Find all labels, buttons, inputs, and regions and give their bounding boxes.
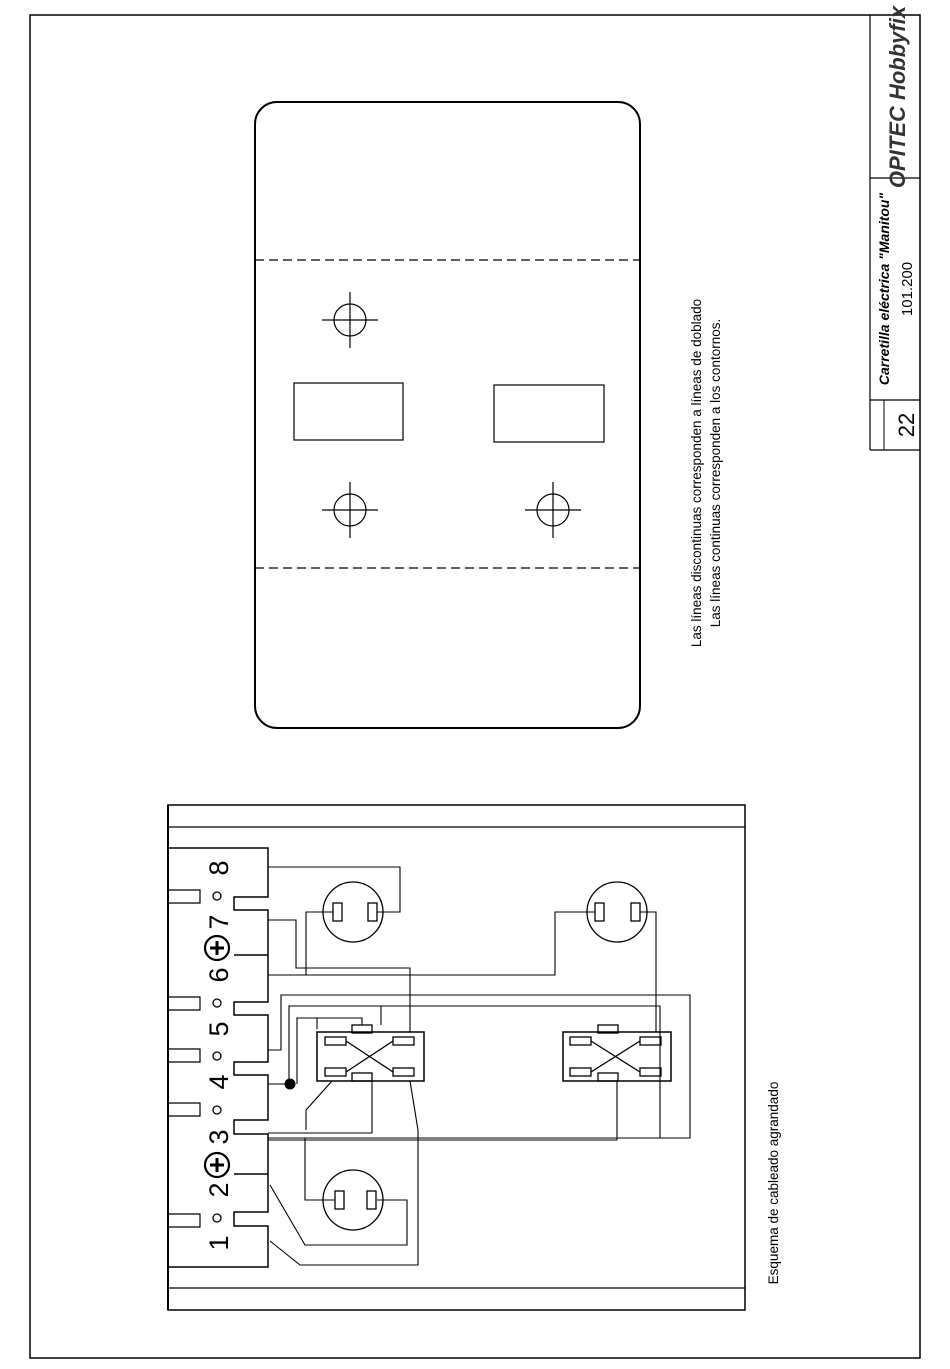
terminal-label-2: 2 (204, 1182, 234, 1198)
terminal-label-3: 3 (204, 1129, 234, 1145)
terminal-label-1: 1 (204, 1235, 234, 1251)
terminal-strip (168, 848, 268, 1267)
terminal-label-5: 5 (204, 1021, 234, 1037)
cutout-left (294, 383, 403, 440)
note-solid-lines: Las líneas continuas corresponden a los contornos. (708, 318, 723, 628)
drill-hole-2 (322, 482, 378, 538)
terminal-label-8: 8 (204, 860, 234, 876)
switch-right (563, 1025, 671, 1081)
fold-template (255, 102, 640, 728)
wiring-caption: Esquema de cableado agrandado (766, 1081, 781, 1285)
note-dashed-lines: Las líneas discontinuas corresponden a líneas de doblado (689, 298, 704, 648)
terminal-numbers (204, 860, 234, 1250)
title-block (870, 5, 920, 450)
switch-left (317, 1025, 424, 1081)
template-outline (255, 102, 640, 728)
wiring-diagram (168, 805, 745, 1310)
bulb-top-right (587, 882, 647, 942)
wiring-board (168, 805, 745, 1310)
wires (268, 867, 690, 1265)
product-code: 101.200 (899, 261, 916, 317)
cutout-right (494, 385, 604, 442)
product-title: Carretilla eléctrica "Manitou" (876, 192, 892, 386)
plus-terminal-1 (205, 936, 229, 960)
outer-frame (30, 15, 920, 1358)
page-number: 22 (894, 412, 919, 438)
drill-hole-3 (525, 482, 581, 538)
opitec-logo: OPITEC Hobbyfix (885, 5, 910, 189)
terminal-label-4: 4 (204, 1074, 234, 1090)
terminal-label-7: 7 (204, 914, 234, 930)
drill-hole-1 (322, 292, 378, 348)
terminal-label-6: 6 (204, 967, 234, 983)
plus-terminal-2 (205, 1153, 229, 1177)
